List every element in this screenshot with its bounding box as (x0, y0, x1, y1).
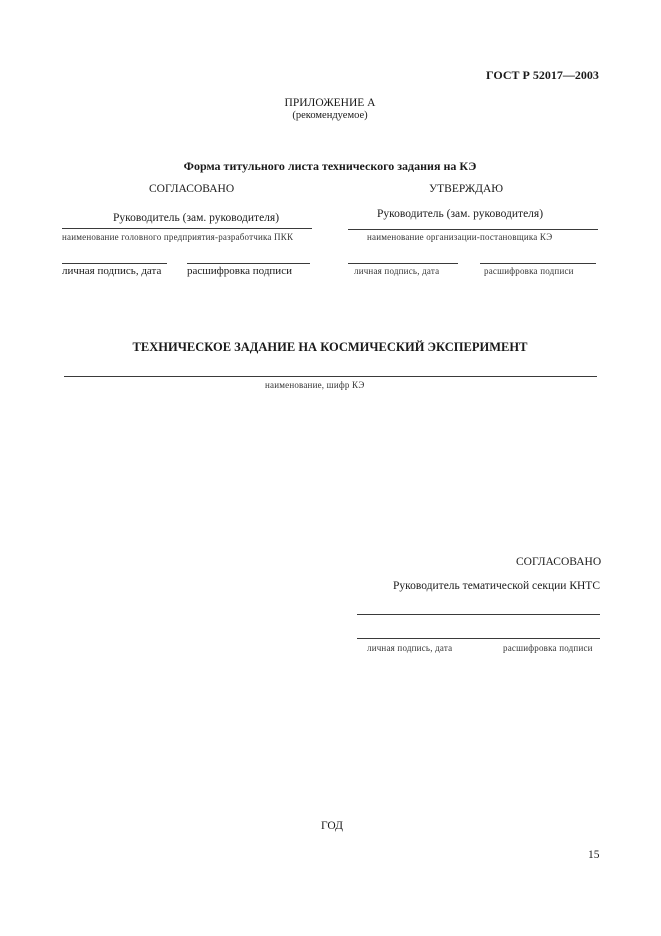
appendix-subtitle: (рекомендуемое) (292, 110, 368, 121)
bottom-org-line (357, 614, 600, 615)
right-signature-line (348, 263, 458, 264)
left-signature-caption: личная подпись, дата (62, 265, 162, 277)
page-number: 15 (588, 849, 600, 861)
year-label: ГОД (321, 820, 343, 832)
right-decoding-line (480, 263, 596, 264)
left-signature-line (62, 263, 167, 264)
main-title: ТЕХНИЧЕСКОЕ ЗАДАНИЕ НА КОСМИЧЕСКИЙ ЭКСПЕРИМЕНТ (132, 340, 528, 354)
bottom-approval-heading: СОГЛАСОВАНО (516, 556, 602, 568)
left-decoding-caption: расшифровка подписи (187, 265, 292, 277)
left-role: Руководитель (зам. руководителя) (113, 212, 280, 224)
form-title: Форма титульного листа технического задания на КЭ (183, 159, 477, 173)
right-approval-heading: УТВЕРЖДАЮ (429, 183, 504, 195)
right-role: Руководитель (зам. руководителя) (377, 208, 544, 220)
right-org-line (348, 229, 598, 230)
standard-code: ГОСТ Р 52017—2003 (486, 68, 599, 82)
bottom-role: Руководитель тематической секции КНТС (393, 580, 600, 592)
right-decoding-caption: расшифровка подписи (484, 266, 574, 276)
experiment-name-caption: наименование, шифр КЭ (265, 380, 365, 390)
appendix-title: ПРИЛОЖЕНИЕ А (284, 97, 376, 109)
left-decoding-line (187, 263, 310, 264)
left-org-line (62, 228, 312, 229)
right-org-caption: наименование организации-постановщика КЭ (367, 232, 553, 242)
right-signature-caption: личная подпись, дата (354, 266, 440, 276)
bottom-decoding-caption: расшифровка подписи (503, 643, 593, 653)
bottom-signature-line (357, 638, 600, 639)
left-org-caption: наименование головного предприятия-разработчика ПКК (62, 232, 294, 242)
bottom-signature-caption: личная подпись, дата (367, 643, 453, 653)
experiment-name-line (64, 376, 597, 377)
left-approval-heading: СОГЛАСОВАНО (149, 183, 235, 195)
